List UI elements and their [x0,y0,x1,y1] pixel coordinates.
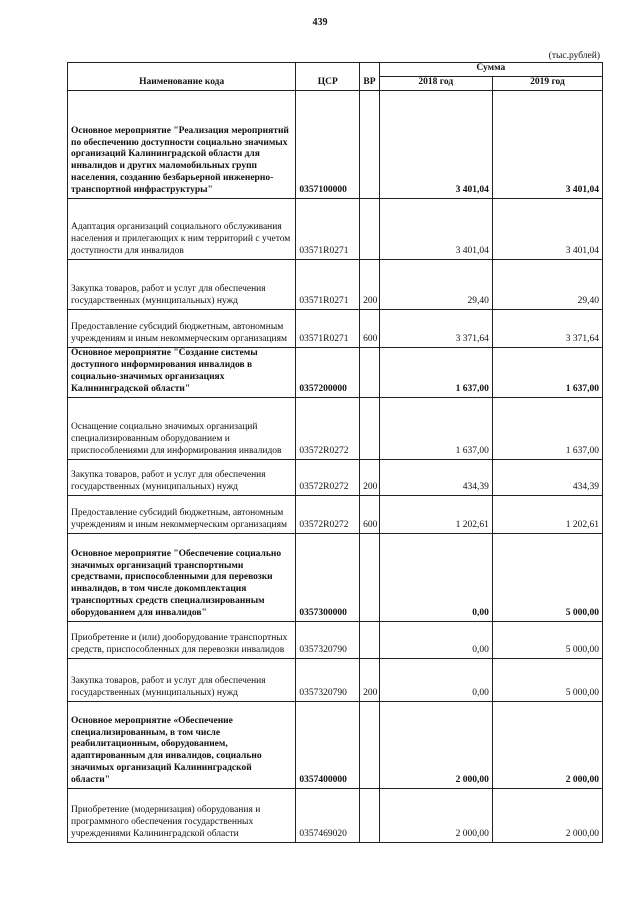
row-sum-2019: 3 401,04 [492,198,602,259]
header-vr: ВР [360,63,380,91]
table-row [68,90,603,198]
table-row [68,788,603,842]
row-sum-2018: 3 401,04 [379,198,492,259]
row-sum-2018: 0,00 [379,621,492,658]
row-name: Закупка товаров, работ и услуг для обеспечения государственных (муниципальных) нужд [68,658,296,701]
table-row [68,495,603,533]
row-vr [360,397,380,459]
units-label: (тыс.рублей) [548,51,600,61]
header-csr: ЦСР [296,63,360,91]
row-sum-2018: 434,39 [379,459,492,495]
row-csr: 0357100000 [296,90,360,198]
row-vr [360,788,380,842]
row-sum-2019: 5 000,00 [492,658,602,701]
row-sum-2018: 1 637,00 [379,397,492,459]
row-sum-2019: 1 202,61 [492,495,602,533]
header-2019: 2019 год [492,76,602,90]
page-number: 439 [312,17,328,28]
row-sum-2018: 2 000,00 [379,788,492,842]
row-csr: 0357469020 [296,788,360,842]
row-sum-2018: 1 202,61 [379,495,492,533]
row-sum-2018: 29,40 [379,259,492,309]
row-sum-2019: 1 637,00 [492,397,602,459]
row-sum-2019: 1 637,00 [492,347,602,397]
row-vr [360,701,380,788]
row-vr [360,533,380,621]
row-sum-2019: 5 000,00 [492,533,602,621]
table-row [68,621,603,658]
row-name: Закупка товаров, работ и услуг для обеспечения государственных (муниципальных) нужд [68,459,296,495]
row-name: Приобретение и (или) дооборудование транспортных средств, приспособленных для перевозки инвалидов [68,621,296,658]
table-row [68,533,603,621]
table-row [68,259,603,309]
row-sum-2019: 2 000,00 [492,788,602,842]
row-csr: 03572R0272 [296,397,360,459]
row-name: Оснащение социально значимых организаций специализированным оборудованием и приспособлениями для информирования инвалидов [68,397,296,459]
row-csr: 03571R0271 [296,259,360,309]
row-name: Основное мероприятие "Реализация мероприятий по обеспечению доступности социально значимых организаций Калининградской области для инвалидов и других маломобильных групп населения, созданию безбарьерной инженерно-транспортной инфраструктуры" [68,90,296,198]
row-csr: 03572R0272 [296,459,360,495]
row-sum-2019: 3 371,64 [492,309,602,347]
row-name: Основное мероприятие "Обеспечение социально значимых организаций транспортными средствами, приспособленными для перевозки инвалидов, в том числе докомплектация транспортных средств специализированным оборудованием для инвалидов" [68,533,296,621]
table-body [68,90,603,842]
table-row [68,701,603,788]
table-row [68,658,603,701]
row-name: Основное мероприятие «Обеспечение специализированным, в том числе реабилитационным, оборудованием, адаптированным для инвалидов, социально значимых организаций Калининградской области" [68,701,296,788]
row-csr: 0357320790 [296,621,360,658]
header-2018: 2018 год [379,76,492,90]
row-name: Предоставление субсидий бюджетным, автономным учреждениям и иным некоммерческим организациям [68,495,296,533]
row-csr: 03572R0272 [296,495,360,533]
row-name: Основное мероприятие "Создание системы доступного информирования инвалидов в социально-значимых организациях Калининградской области" [68,347,296,397]
row-vr: 200 [360,459,380,495]
row-sum-2019: 5 000,00 [492,621,602,658]
row-csr: 03571R0271 [296,309,360,347]
header-sum: Сумма [379,63,602,77]
row-sum-2018: 1 637,00 [379,347,492,397]
header-name: Наименование кода [68,63,296,91]
row-sum-2018: 2 000,00 [379,701,492,788]
row-sum-2018: 3 401,04 [379,90,492,198]
row-csr: 0357320790 [296,658,360,701]
table-row [68,347,603,397]
row-vr [360,347,380,397]
row-sum-2018: 0,00 [379,658,492,701]
row-sum-2019: 2 000,00 [492,701,602,788]
row-sum-2019: 29,40 [492,259,602,309]
row-vr: 200 [360,259,380,309]
row-sum-2019: 434,39 [492,459,602,495]
table-row [68,397,603,459]
row-sum-2019: 3 401,04 [492,90,602,198]
row-vr [360,621,380,658]
row-name: Закупка товаров, работ и услуг для обеспечения государственных (муниципальных) нужд [68,259,296,309]
row-vr: 600 [360,309,380,347]
row-name: Адаптация организаций социального обслуживания населения и прилегающих к ним территорий с учетом доступности для инвалидов [68,198,296,259]
table-row [68,309,603,347]
table-row [68,198,603,259]
row-name: Предоставление субсидий бюджетным, автономным учреждениям и иным некоммерческим организациям [68,309,296,347]
row-csr: 0357400000 [296,701,360,788]
row-csr: 03571R0271 [296,198,360,259]
row-vr [360,90,380,198]
row-sum-2018: 3 371,64 [379,309,492,347]
row-csr: 0357200000 [296,347,360,397]
row-sum-2018: 0,00 [379,533,492,621]
row-vr: 600 [360,495,380,533]
row-name: Приобретение (модернизация) оборудования и программного обеспечения государственных учреждениями Калининградской области [68,788,296,842]
row-vr: 200 [360,658,380,701]
row-csr: 0357300000 [296,533,360,621]
row-vr [360,198,380,259]
table-row [68,459,603,495]
budget-table [67,62,603,843]
